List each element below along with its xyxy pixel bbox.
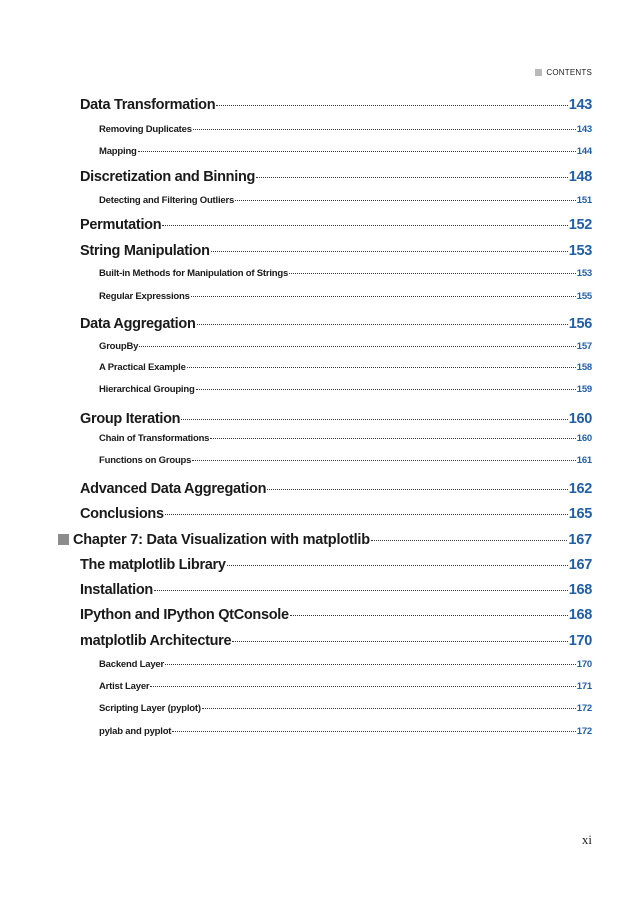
toc-page-number[interactable]: 168 [568,607,592,623]
dot-leader [154,590,568,591]
dot-leader [196,389,576,390]
toc-subentry[interactable] [99,195,592,206]
toc-page-number[interactable]: 148 [568,169,592,185]
dot-leader [191,296,576,297]
toc-page-number[interactable]: 144 [576,146,592,157]
toc-page-number[interactable]: 158 [576,362,592,373]
toc-title: Chapter 7: Data Visualization with matplotlib [73,532,370,548]
toc-subentry[interactable] [99,268,592,279]
dot-leader [256,177,568,178]
dot-leader [165,664,576,665]
toc-subentry[interactable] [99,341,592,352]
toc-title: Detecting and Filtering Outliers [99,195,235,206]
toc-page-number[interactable]: 151 [576,195,592,206]
toc-title: Advanced Data Aggregation [80,481,267,497]
dot-leader [138,151,576,152]
toc-entry[interactable] [80,557,592,573]
toc-entry[interactable] [80,169,592,185]
toc-entry[interactable] [80,607,592,623]
toc-page-number[interactable]: 156 [568,316,592,332]
dot-leader [192,460,575,461]
toc-title: A Practical Example [99,362,186,373]
toc-chapter-entry[interactable] [58,532,592,548]
toc-page-number[interactable]: 167 [568,532,592,548]
toc-page-number[interactable]: 143 [568,97,592,113]
toc-page-number[interactable]: 153 [568,243,592,259]
toc-page-number[interactable]: 155 [576,291,592,302]
toc-page-number[interactable]: 170 [576,659,592,670]
toc-page-number[interactable]: 152 [568,217,592,233]
toc-subentry[interactable] [99,703,592,714]
toc-title: Conclusions [80,506,164,522]
toc-title: Removing Duplicates [99,124,192,135]
dot-leader [267,489,568,490]
toc-page-number[interactable]: 172 [576,703,592,714]
dot-leader [187,367,576,368]
dot-leader [150,686,575,687]
dot-leader [139,346,575,347]
toc-page-number[interactable]: 162 [568,481,592,497]
toc-page-number[interactable]: 160 [576,433,592,444]
dot-leader [172,731,575,732]
toc-title: Data Transformation [80,97,216,113]
dot-leader [216,105,567,106]
toc-entry[interactable] [80,582,592,598]
toc-title: Mapping [99,146,137,157]
running-head [535,67,592,77]
dot-leader [210,438,575,439]
toc-title: pylab and pyplot [99,726,172,737]
toc-entry[interactable] [80,217,592,233]
toc-page-number[interactable]: 168 [568,582,592,598]
dot-leader [202,708,576,709]
toc-entry[interactable] [80,633,592,649]
dot-leader [232,641,567,642]
toc-page-number[interactable]: 143 [576,124,592,135]
toc-subentry[interactable] [99,362,592,373]
chapter-square-icon [58,534,69,545]
dot-leader [290,615,568,616]
dot-leader [211,251,568,252]
toc-title: IPython and IPython QtConsole [80,607,289,623]
toc-title: Artist Layer [99,681,150,692]
dot-leader [165,514,568,515]
toc-subentry[interactable] [99,146,592,157]
toc-title: Scripting Layer (pyplot) [99,703,201,714]
toc-title: Backend Layer [99,659,164,670]
toc-title: Functions on Groups [99,455,192,466]
toc-page-number[interactable]: 170 [568,633,592,649]
toc-title: Data Aggregation [80,316,196,332]
toc-title: Built-in Methods for Manipulation of Strings [99,268,289,279]
toc-title: Regular Expressions [99,291,190,302]
toc-title: Hierarchical Grouping [99,384,195,395]
dot-leader [235,200,576,201]
toc-page-number[interactable]: 153 [576,268,592,279]
toc-title: Permutation [80,217,162,233]
dot-leader [289,273,576,274]
toc-subentry[interactable] [99,433,592,444]
running-head-label: CONTENTS [546,67,592,77]
toc-subentry[interactable] [99,124,592,135]
toc-page-number[interactable]: 161 [576,455,592,466]
toc-title: String Manipulation [80,243,210,259]
toc-page-number[interactable]: 172 [576,726,592,737]
toc-subentry[interactable] [99,455,592,466]
toc-entry[interactable] [80,97,592,113]
toc-subentry[interactable] [99,384,592,395]
toc-entry[interactable] [80,506,592,522]
toc-subentry[interactable] [99,726,592,737]
toc-entry[interactable] [80,316,592,332]
toc-page-number[interactable]: 160 [568,411,592,427]
toc-page-number[interactable]: 167 [568,557,592,573]
toc-title: Installation [80,582,153,598]
dot-leader [181,419,567,420]
toc-title: Discretization and Binning [80,169,256,185]
toc-entry[interactable] [80,243,592,259]
toc-page-number[interactable]: 165 [568,506,592,522]
toc-subentry[interactable] [99,291,592,302]
dot-leader [162,225,567,226]
dot-leader [371,540,568,541]
dot-leader [227,565,568,566]
toc-subentry[interactable] [99,659,592,670]
toc-title: The matplotlib Library [80,557,226,573]
toc-page-number[interactable]: 159 [576,384,592,395]
toc-entry[interactable] [80,411,592,427]
toc-title: GroupBy [99,341,139,352]
dot-leader [197,324,568,325]
toc-subentry[interactable] [99,681,592,692]
page-number: xi [581,832,592,847]
toc-entry[interactable] [80,481,592,497]
toc-page-number[interactable]: 157 [576,341,592,352]
dot-leader [193,129,576,130]
toc-title: matplotlib Architecture [80,633,232,649]
toc-page-number[interactable]: 171 [576,681,592,692]
toc-title: Group Iteration [80,411,181,427]
square-bullet-icon [535,69,542,76]
toc-title: Chain of Transformations [99,433,210,444]
